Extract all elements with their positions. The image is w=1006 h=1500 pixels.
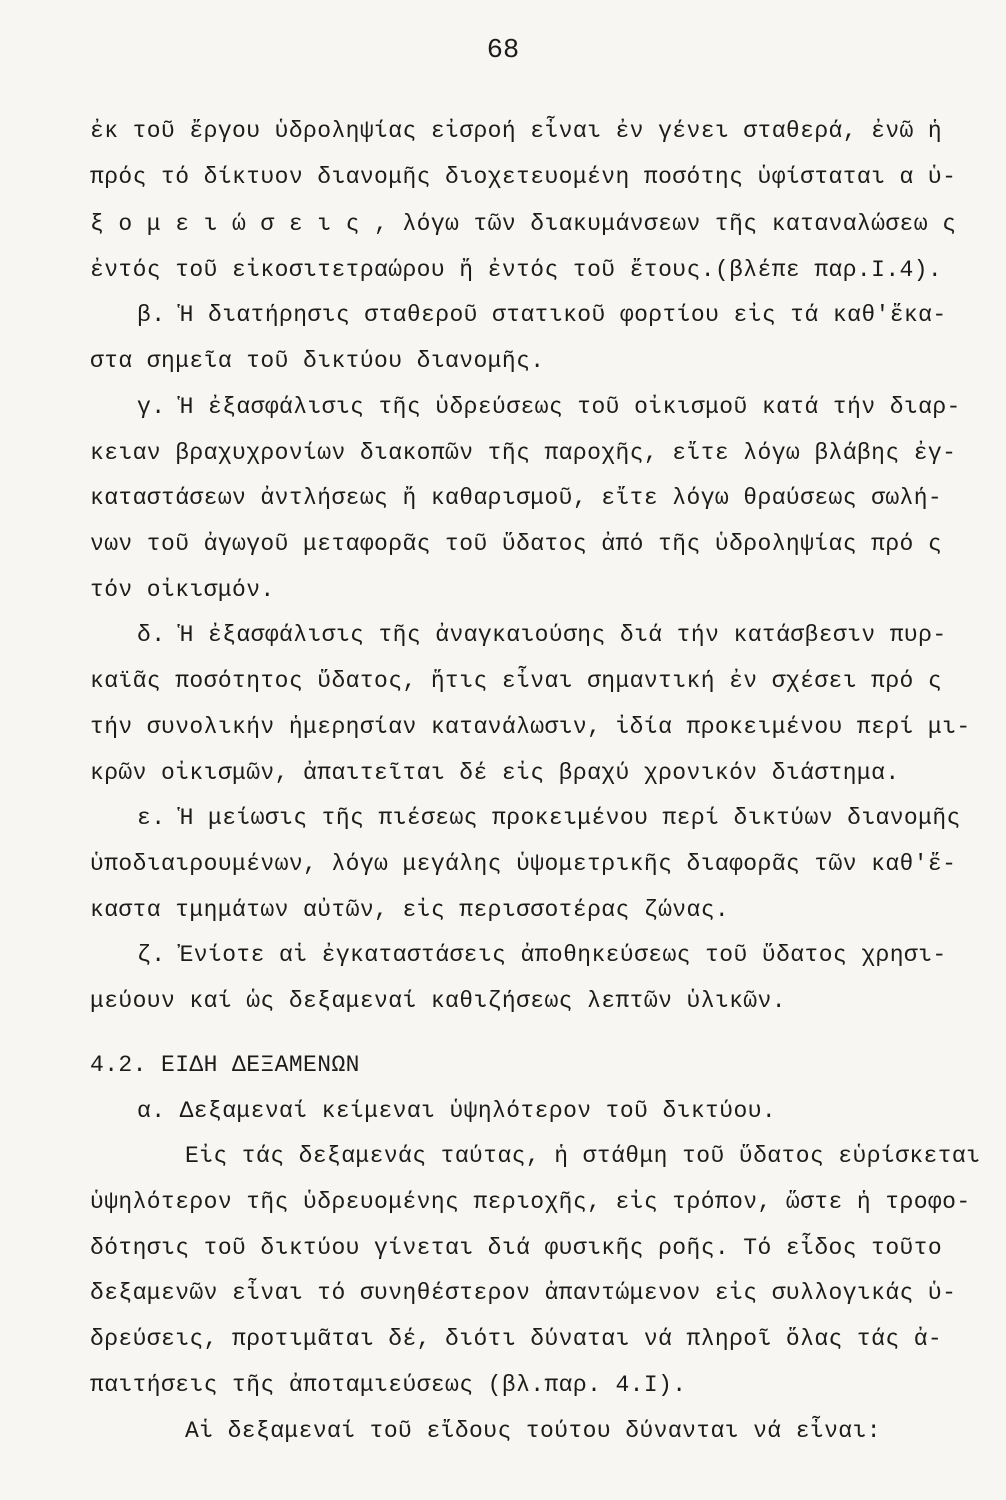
text-line: κρῶν οἰκισμῶν, ἀπαιτεῖται δέ εἰς βραχύ χρονικόν διάστημα.: [90, 760, 900, 786]
text-line: ὑψηλότερον τῆς ὑδρευομένης περιοχῆς, εἰς τρόπον, ὥστε ἡ τροφο-: [90, 1189, 971, 1215]
text-line: ὑποδιαιρουμένων, λόγω μεγάλης ὑψομετρικῆς διαφορᾶς τῶν καθ'ἕ-: [90, 851, 957, 877]
text-line: καϊᾶς ποσότητος ὕδατος, ἥτις εἶναι σημαντική ἐν σχέσει πρό ς: [90, 668, 943, 694]
text-line: ἐκ τοῦ ἔργου ὑδροληψίας εἰσροή εἶναι ἐν γένει σταθερά, ἐνῶ ἡ: [90, 118, 943, 144]
text-line: ξ ο μ ε ι ώ σ ε ι ς , λόγω τῶν διακυμάνσεων τῆς καταναλώσεω ς: [90, 211, 957, 237]
text-line: β. Ἡ διατήρησις σταθεροῦ στατικοῦ φορτίου εἰς τά καθ'ἕκα-: [137, 302, 947, 328]
text-line: τήν συνολικήν ἡμερησίαν κατανάλωσιν, ἰδία προκειμένου περί μι-: [90, 714, 971, 740]
text-line: μεύουν καί ὡς δεξαμεναί καθιζήσεως λεπτῶν ὑλικῶν.: [90, 988, 786, 1014]
text-line: ε. Ἡ μείωσις τῆς πιέσεως προκειμένου περί δικτύων διανομῆς: [137, 805, 961, 831]
text-line: γ. Ἡ ἐξασφάλισις τῆς ὑδρεύσεως τοῦ οἰκισμοῦ κατά τήν διαρ-: [137, 394, 961, 420]
text-line: δεξαμενῶν εἶναι τό συνηθέστερον ἀπαντώμενον εἰς συλλογικάς ὑ-: [90, 1280, 957, 1306]
text-line: δότησις τοῦ δικτύου γίνεται διά φυσικῆς ροῆς. Τό εἶδος τοῦτο: [90, 1235, 943, 1261]
text-line: ἐντός τοῦ εἰκοσιτετραώρου ἤ ἐντός τοῦ ἔτους.(βλέπε παρ.Ι.4).: [90, 257, 943, 283]
text-line: νων τοῦ ἀγωγοῦ μεταφορᾶς τοῦ ὕδατος ἀπό τῆς ὑδροληψίας πρό ς: [90, 531, 943, 557]
text-line: Αἱ δεξαμεναί τοῦ εἴδους τούτου δύνανται νά εἶναι:: [185, 1418, 881, 1444]
text-line: καταστάσεων ἀντλήσεως ἤ καθαρισμοῦ, εἴτε λόγω θραύσεως σωλή-: [90, 485, 943, 511]
text-line: παιτήσεις τῆς ἀποταμιεύσεως (βλ.παρ. 4.Ι).: [90, 1372, 687, 1398]
section-heading: 4.2. ΕΙΔΗ ΔΕΞΑΜΕΝΩΝ: [90, 1052, 360, 1078]
subsection-heading: α. Δεξαμεναί κείμεναι ὑψηλότερον τοῦ δικτύου.: [137, 1098, 777, 1124]
text-line: καστα τμημάτων αὐτῶν, εἰς περισσοτέρας ζώνας.: [90, 897, 730, 923]
text-line: δ. Ἡ ἐξασφάλισις τῆς ἀναγκαιούσης διά τήν κατάσβεσιν πυρ-: [137, 622, 947, 648]
text-line: Εἰς τάς δεξαμενάς ταύτας, ἡ στάθμη τοῦ ὕδατος εὑρίσκεται: [185, 1143, 981, 1169]
text-line: τόν οἰκισμόν.: [90, 577, 275, 603]
text-line: πρός τό δίκτυον διανομῆς διοχετευομένη ποσότης ὑφίσταται α ὑ-: [90, 164, 957, 190]
page-number: 68: [486, 36, 520, 66]
text-line: κειαν βραχυχρονίων διακοπῶν τῆς παροχῆς, εἴτε λόγω βλάβης ἐγ-: [90, 440, 957, 466]
text-line: δρεύσεις, προτιμᾶται δέ, διότι δύναται νά πληροῖ ὅλας τάς ἀ-: [90, 1326, 943, 1352]
text-line: ζ. Ἐνίοτε αἱ ἐγκαταστάσεις ἀποθηκεύσεως τοῦ ὕδατος χρησι-: [137, 942, 947, 968]
text-line: στα σημεῖα τοῦ δικτύου διανομῆς.: [90, 348, 545, 374]
